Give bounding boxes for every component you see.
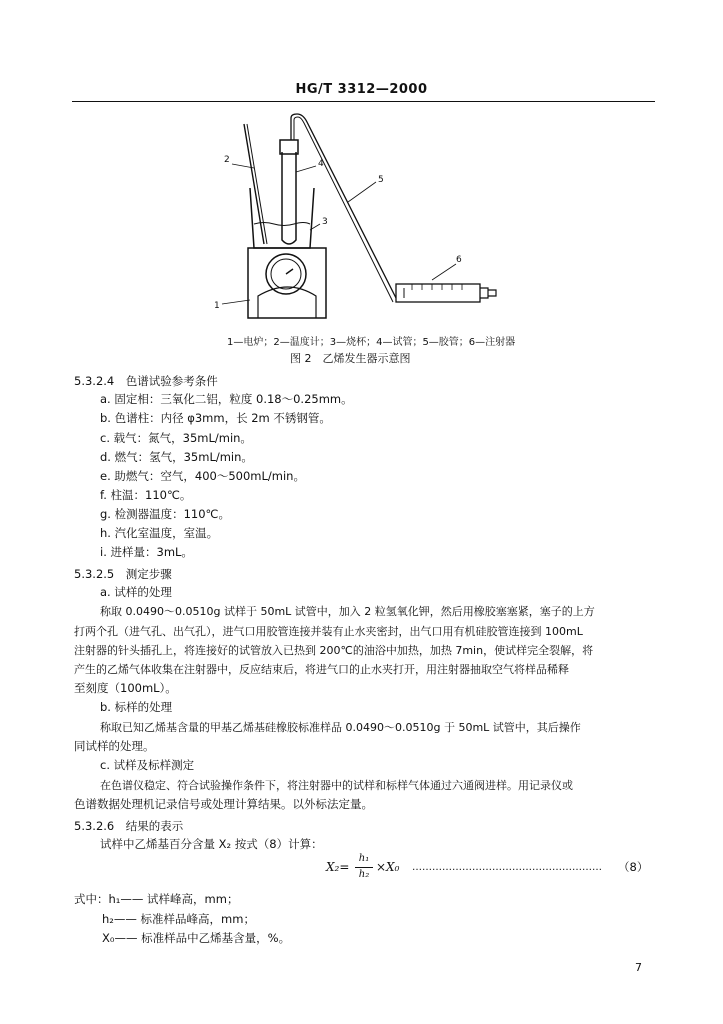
page-number: 7	[635, 961, 642, 974]
paragraph-line: 称取已知乙烯基含量的甲基乙烯基硅橡胶标准样品 0.0490～0.0510g 于 50mL 试管中，其后操作	[100, 721, 581, 734]
ethylene-generator-figure	[200, 112, 520, 334]
rubber-hose	[291, 114, 396, 298]
where-line: X₀—— 标准样品中乙烯基含量，%。	[102, 931, 291, 945]
where-line: 式中：h₁—— 试样峰高，mm；	[74, 892, 239, 906]
header-rule	[72, 101, 655, 102]
section-5-3-2-6-heading: 5.3.2.6 结果的表示	[74, 819, 184, 833]
figure-caption: 图 2 乙烯发生器示意图	[290, 352, 411, 365]
thermometer	[244, 124, 264, 244]
condition-item: i. 进样量：3mL。	[100, 545, 193, 559]
electric-stove	[248, 248, 326, 318]
condition-item: h. 汽化室温度，室温。	[100, 526, 219, 540]
condition-item: a. 固定相：三氧化二铝，粒度 0.18～0.25mm。	[100, 392, 353, 406]
label-5: 5	[378, 175, 384, 185]
label-3: 3	[322, 217, 328, 227]
paragraph-line: 称取 0.0490～0.0510g 试样于 50mL 试管中，加入 2 粒氢氧化钾，然后用橡胶塞塞紧，塞子的上方	[100, 605, 595, 618]
section-5-3-2-4-heading: 5.3.2.4 色谱试验参考条件	[74, 374, 218, 388]
paragraph-line: 产生的乙烯气体收集在注射器中，反应结束后，将进气口的止水夹打开，用注射器抽取空气将样品稀释	[74, 663, 569, 676]
equation-number: （8）	[618, 860, 649, 874]
paragraph-line: 至刻度（100mL）。	[74, 681, 177, 695]
condition-item: b. 色谱柱：内径 φ3mm，长 2m 不锈钢管。	[100, 411, 331, 425]
label-1: 1	[214, 301, 220, 311]
condition-item: g. 检测器温度：110℃。	[100, 507, 230, 521]
paragraph-line: 在色谱仪稳定、符合试验操作条件下，将注射器中的试样和标样气体通过六通阀进样。用记录仪或	[100, 779, 573, 792]
test-tube	[282, 152, 296, 244]
page-header: HG/T 3312—2000	[295, 82, 428, 97]
formula-lhs: X₂=	[326, 860, 350, 874]
formula-leader-dots: …………………………………………………	[412, 862, 602, 873]
condition-item: c. 载气：氮气，35mL/min。	[100, 431, 252, 445]
section-5-3-2-5-heading: 5.3.2.5 测定步骤	[74, 567, 172, 581]
subsection-a-title: a. 试样的处理	[100, 585, 172, 599]
condition-item: e. 助燃气：空气，400～500mL/min。	[100, 469, 305, 483]
paragraph-line: 注射器的针头插孔上，将连接好的试管放入已热到 200℃的油浴中加热，加热 7min，使试样完全裂解，将	[74, 644, 594, 657]
paragraph-line: 打两个孔（进气孔、出气孔），进气口用胶管连接并装有止水夹密封，出气口用有机硅胶管连接到 100mL	[74, 625, 583, 638]
syringe	[396, 284, 480, 302]
condition-item: d. 燃气：氢气，35mL/min。	[100, 450, 253, 464]
formula-denominator: h₂	[358, 869, 370, 880]
paragraph-line: 色谱数据处理机记录信号或处理计算结果。以外标法定量。	[74, 797, 373, 811]
formula-numerator: h₁	[358, 853, 370, 864]
where-line: h₂—— 标准样品峰高，mm；	[102, 912, 255, 926]
figure-legend: 1—电炉；2—温度计；3—烧杯；4—试管；5—胶管；6—注射器	[227, 337, 516, 348]
formula-rhs: ×X₀	[376, 860, 400, 874]
subsection-c-title: c. 试样及标样测定	[100, 758, 195, 772]
rubber-stopper	[280, 140, 298, 154]
label-6: 6	[456, 255, 462, 265]
label-2: 2	[224, 155, 230, 165]
paragraph-line: 同试样的处理。	[74, 739, 155, 753]
formula-intro: 试样中乙烯基百分含量 X₂ 按式（8）计算：	[100, 837, 323, 851]
condition-item: f. 柱温：110℃。	[100, 488, 192, 502]
subsection-b-title: b. 标样的处理	[100, 700, 173, 714]
fraction-bar	[355, 867, 373, 868]
label-4: 4	[318, 159, 324, 169]
